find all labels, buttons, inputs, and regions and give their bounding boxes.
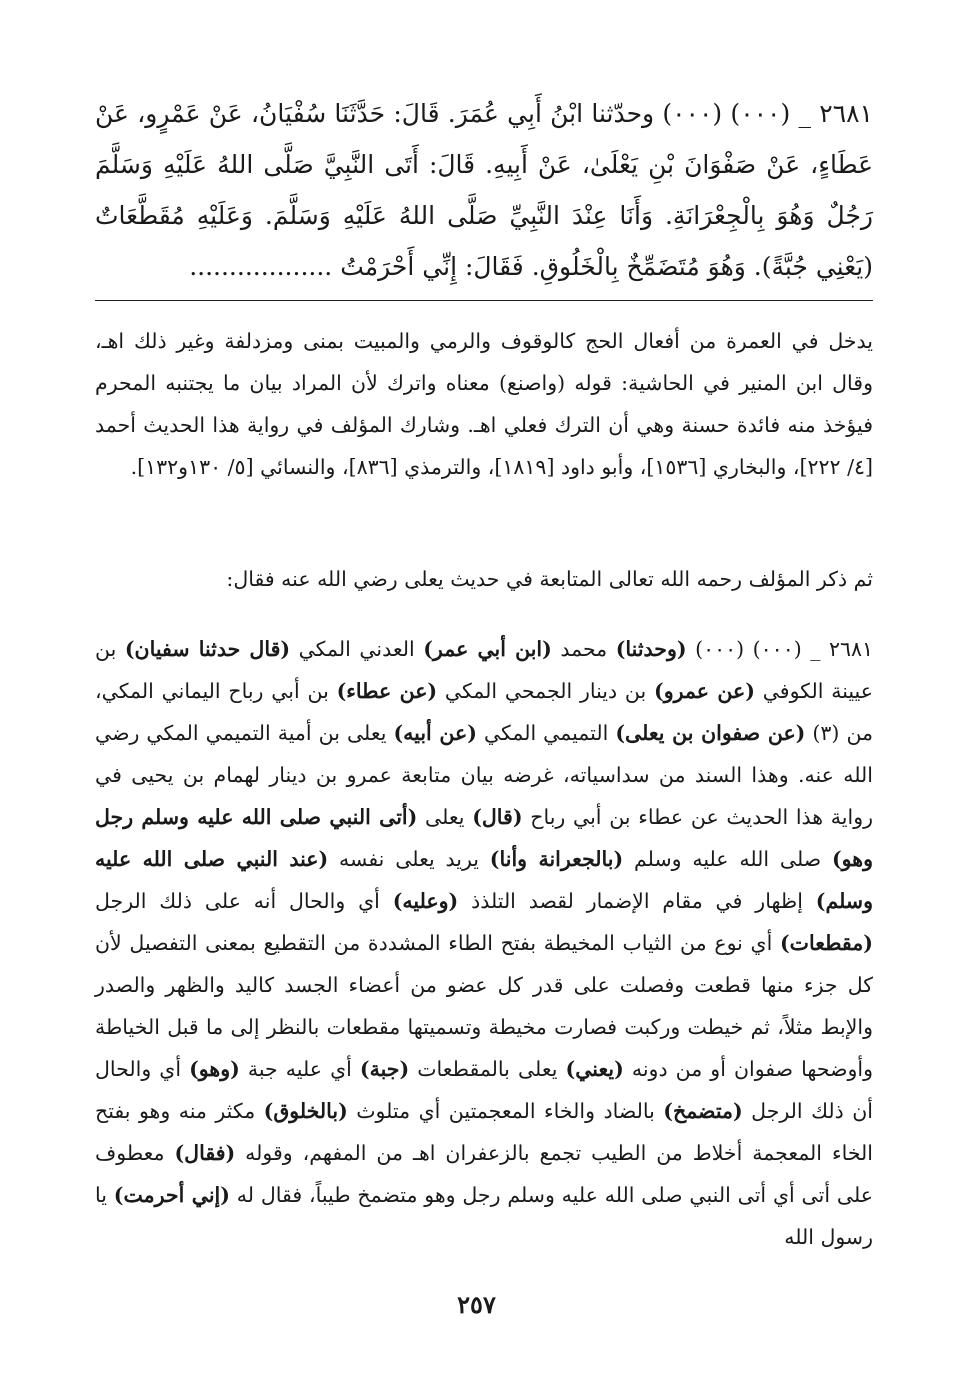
quoted-hadith-phrase: (عند النبي صلى الله عليه وسلم): [95, 847, 873, 913]
commentary-text: بن دينار الجمحي المكي: [437, 679, 654, 703]
commentary-text: إظهار في مقام الإضمار لقصد التلذذ: [458, 889, 816, 913]
commentary-text: بالضاد والخاء المعجمتين أي متلوث: [347, 1099, 664, 1123]
hadith-matn: [95, 88, 873, 292]
quoted-hadith-phrase: (فقال): [174, 1141, 236, 1165]
commentary-text: أي عليه جبة: [239, 1057, 360, 1081]
hadith-text: ٢٦٨١ _ (٠٠٠) (٠٠٠) وحدّثنا ابْنُ أَبِي عُمَرَ. قَالَ: حَدَّثَنَا سُفْيَانُ، عَنْ عَمْرٍو، عَنْ عَطَاءٍ، عَنْ صَفْوَانَ بْنِ يَعْلَىٰ، عَنْ أَبِيهِ. قَالَ: أَتَى النَّبِيَّ صَلَّى اللهُ عَلَيْهِ وَسَلَّمَ رَجُلٌ وَهُوَ بِالْجِعْرَانَةِ. وَأَنَا عِنْدَ النَّبِيِّ صَلَّى اللهُ عَلَيْهِ وَسَلَّمَ. وَعَلَيْهِ مُقَطَّعَاتٌ (يَعْنِي جُبَّةً). وَهُوَ مُتَضَمِّخٌ بِالْخَلُوقِ. فَقَالَ: إِنِّي أَحْرَمْتُ: [95, 99, 873, 281]
commentary-text: يريد يعلى نفسه: [328, 847, 490, 871]
commentary-text: العدني المكي: [290, 637, 424, 661]
commentary-text: محمد: [551, 637, 616, 661]
section-intro: ثم ذكر المؤلف رحمه الله تعالى المتابعة في حديث يعلى رضي الله عنه فقال:: [226, 567, 873, 591]
quoted-hadith-phrase: (وحدثنا): [615, 637, 687, 661]
quoted-hadith-phrase: (أتى النبي صلى الله عليه وسلم رجل وهو): [95, 805, 873, 871]
commentary-text: أي والحال أنه على ذلك الرجل: [95, 889, 393, 913]
quoted-hadith-phrase: (عن أبيه): [393, 721, 477, 745]
quoted-hadith-phrase: (يعني): [565, 1057, 624, 1081]
quoted-hadith-phrase: (عن عطاء): [336, 679, 438, 703]
quoted-hadith-phrase: (عن صفوان بن يعلى): [615, 721, 806, 745]
commentary-text: أي والحال أن ذلك الرجل: [95, 1057, 873, 1123]
quoted-hadith-phrase: (بالخلوق): [263, 1099, 348, 1123]
commentary-text: يعلى: [417, 805, 473, 829]
quoted-hadith-phrase: (إني أحرمت): [113, 1183, 230, 1207]
quoted-hadith-phrase: (وهو): [189, 1057, 240, 1081]
commentary-text: يا رسول الله: [95, 1183, 873, 1249]
quoted-hadith-phrase: (بالجعرانة وأنا): [489, 847, 624, 871]
commentary-text: صلى الله عليه وسلم: [623, 847, 832, 871]
quoted-hadith-phrase: (وعليه): [392, 889, 459, 913]
commentary-text: بن عيينة الكوفي: [95, 637, 873, 703]
quoted-hadith-phrase: (عن عمرو): [654, 679, 755, 703]
quoted-hadith-phrase: (مقطعات): [779, 931, 873, 955]
commentary-text: التميمي المكي: [476, 721, 616, 745]
commentary-paragraph: [95, 628, 873, 1258]
commentary-text: أي نوع من الثياب المخيطة بفتح الطاء المشددة من التقطيع بمعنى التفصيل لأن كل جزء منها قطعت وفصلت على قدر كل عضو من أعضاء الجسد كاليد والظهر والصدر والإبط مثلاً، ثم خيطت وركبت فصارت مخيطة وتسميتها مقطعات بالنظر إلى ما قبل الخياطة وأوضحها صفوان أو من دونه: [95, 931, 873, 1081]
footnote-paragraph: يدخل في العمرة من أفعال الحج كالوقوف والرمي والمبيت بمنى ومزدلفة وغير ذلك اهـ، وقال ابن المنير في الحاشية: قوله (واصنع) معناه واترك لأن المراد بيان ما يجتنبه المحرم فيؤخذ منه فائدة حسنة وهي أن الترك فعلي اهـ. وشارك المؤلف في رواية هذا الحديث أحمد [٤/ ٢٢٢]، والبخاري [١٥٣٦]، وأبو داود [١٨١٩]، والترمذي [٨٣٦]، والنسائي [٥/ ١٣٠و١٣٢].: [95, 329, 873, 479]
quoted-hadith-phrase: (ابن أبي عمر): [423, 637, 552, 661]
quoted-hadith-phrase: (قال حدثنا سفيان): [124, 637, 291, 661]
hadith-continuation-dots: ..................: [189, 252, 333, 281]
commentary-text: يعلى بن أمية التميمي المكي رضي الله عنه. وهذا السند من سداسياته، غرضه بيان متابعة عمرو بن دينار لهمام بن يحيى في رواية هذا الحديث عن عطاء بن أبي رباح: [95, 721, 873, 829]
page-number: ٢٥٧: [457, 1290, 496, 1319]
commentary-text: بن أبي رباح اليماني المكي، من (٣): [95, 679, 874, 745]
quoted-hadith-phrase: (متضمخ): [663, 1099, 743, 1123]
commentary-text: معطوف على أتى أي أتى النبي صلى الله عليه وسلم رجل وهو متضمخ طيباً، فقال له: [95, 1141, 873, 1207]
commentary-text: يعلى بالمقطعات: [409, 1057, 566, 1081]
footnote-separator: [95, 300, 873, 301]
commentary-text: ٢٦٨١ _ (٠٠٠) (٠٠٠): [686, 637, 874, 661]
quoted-hadith-phrase: (جبة): [359, 1057, 410, 1081]
commentary-text: مكثر منه وهو بفتح الخاء المعجمة أخلاط من الطيب تجمع بالزعفران اهـ من المفهم، وقوله: [95, 1099, 874, 1165]
quoted-hadith-phrase: (قال): [472, 805, 523, 829]
